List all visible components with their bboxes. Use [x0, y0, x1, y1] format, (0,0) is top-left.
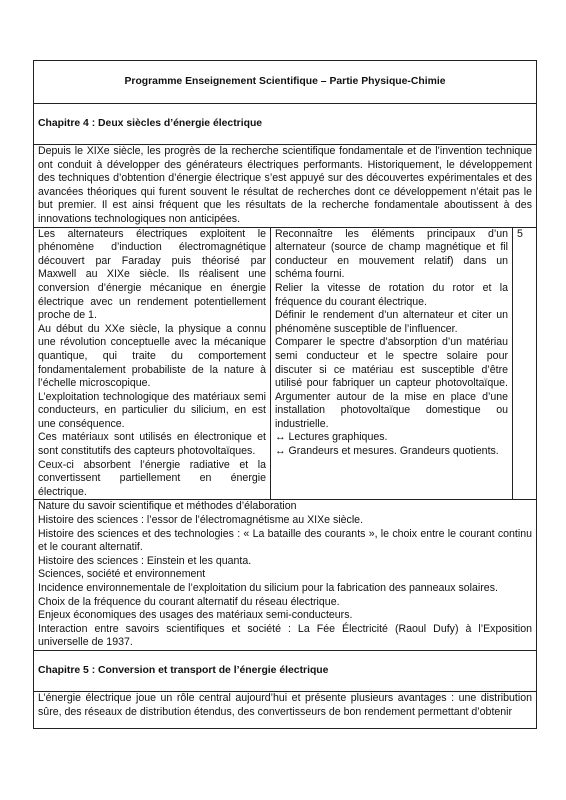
- chapter5-intro: L’énergie électrique joue un rôle central aujourd’hui et présente plusieurs avantages : une distribution sûre, des réseaux de distribution étendus, des convertisseurs de bon rendement permettant d’obtenir: [34, 691, 537, 728]
- nature-line: Incidence environnementale de l’exploitation du silicium pour la fabrication des panneaux solaires.: [38, 582, 498, 594]
- nature-line: Enjeux économiques des usages des matériaux semi-conducteurs.: [38, 609, 353, 622]
- chapter4-heading: Chapitre 4 : Deux siècles d’énergie électrique: [34, 104, 537, 145]
- nature-line: Histoire des sciences et des technologies : « La bataille des courants », le choix entre le courant continu et le courant alternatif.: [38, 527, 532, 554]
- chapter5-heading: Chapitre 5 : Conversion et transport de l’énergie électrique: [34, 650, 537, 691]
- knowledge-paragraph: Les alternateurs électriques exploitent le phénomène d’induction électromagnétique découvert par Faraday puis théorisé par Maxwell au XIXe siècle. Ils réalisent une conversion d’énergie mécanique en énergie électrique avec un rendement potentiellement proche de 1.: [38, 227, 266, 322]
- skill-item: Comparer le spectre d’absorption d’un matériau semi conducteur et le spectre solaire pour discuter si ce matériau est susceptible d’être utilisé pour fabriquer un capteur photovoltaïque. Argumenter autour de la mise en place d’une installation photovoltaïque domestique ou industrielle.: [275, 336, 508, 430]
- knowledge-paragraph: Au début du XXe siècle, la physique a connu une révolution conceptuelle avec la mécanique quantique, qui traite du comportement fondamentalement probabiliste de la nature à l’échelle microscopique.: [38, 322, 266, 390]
- chapter4-intro-row: [34, 145, 537, 228]
- skills-cell: [271, 227, 513, 500]
- knowledge-cell: [34, 227, 271, 500]
- skill-item: ↔ Grandeurs et mesures. Grandeurs quotients.: [275, 445, 499, 458]
- skill-item: Reconnaître les éléments principaux d’un alternateur (source de champ magnétique et fil conducteur en mouvement relatif) dans un schéma fourni.: [275, 227, 508, 281]
- nature-line: Nature du savoir scientifique et méthodes d’élaboration: [38, 500, 297, 513]
- nature-line: Choix de la fréquence du courant alternatif du réseau électrique.: [38, 595, 340, 608]
- chapter4-content-row: [34, 227, 537, 500]
- programme-document: [33, 60, 536, 729]
- nature-row: [34, 500, 537, 651]
- nature-cell: [34, 500, 537, 651]
- chapter5-heading-row: [34, 650, 537, 691]
- skill-item: Définir le rendement d’un alternateur et citer un phénomène susceptible de l’influencer.: [275, 309, 508, 335]
- chapter4-heading-row: [34, 104, 537, 145]
- nature-line: Histoire des sciences : l’essor de l’électromagnétisme au XIXe siècle.: [38, 514, 364, 527]
- knowledge-paragraph: Ceux-ci absorbent l’énergie radiative et la convertissent partiellement en énergie électrique.: [38, 458, 266, 498]
- chapter5-intro-row: [34, 691, 537, 728]
- nature-line: Histoire des sciences : Einstein et les quanta.: [38, 554, 252, 567]
- skill-item: ↔ Lectures graphiques.: [275, 431, 388, 444]
- chapter4-intro: Depuis le XIXe siècle, les progrès de la recherche scientifique fondamentale et de l’invention technique ont conduit à développer des générateurs électriques performants. Historiquement, le développement des techniques d’obtention d’énergie électrique s’est appuyé sur des découvertes expérimentales et des avancées théoriques qui furent souvent le résultat de recherches dont ce développement n’était pas le but premier. Il est ainsi fréquent que les résultats de la recherche fondamentale aboutissent à des innovations technologiques non anticipées.: [34, 145, 537, 228]
- programme-table: [33, 60, 537, 729]
- document-title: Programme Enseignement Scientifique – Partie Physique-Chimie: [34, 61, 537, 104]
- nature-line: Interaction entre savoirs scientifiques et société : La Fée Électricité (Raoul Dufy) à l’Exposition universelle de 1937.: [38, 622, 532, 649]
- skill-item: Relier la vitesse de rotation du rotor et la fréquence du courant électrique.: [275, 281, 508, 308]
- knowledge-paragraph: Ces matériaux sont utilisés en électronique et sont constitutifs des capteurs photovoltaïques.: [38, 431, 266, 458]
- nature-line: Sciences, société et environnement: [38, 568, 206, 581]
- knowledge-paragraph: L’exploitation technologique des matériaux semi conducteurs, en particulier du silicium, en est une conséquence.: [38, 390, 266, 430]
- title-row: [34, 61, 537, 104]
- hours-cell: 5: [513, 227, 537, 500]
